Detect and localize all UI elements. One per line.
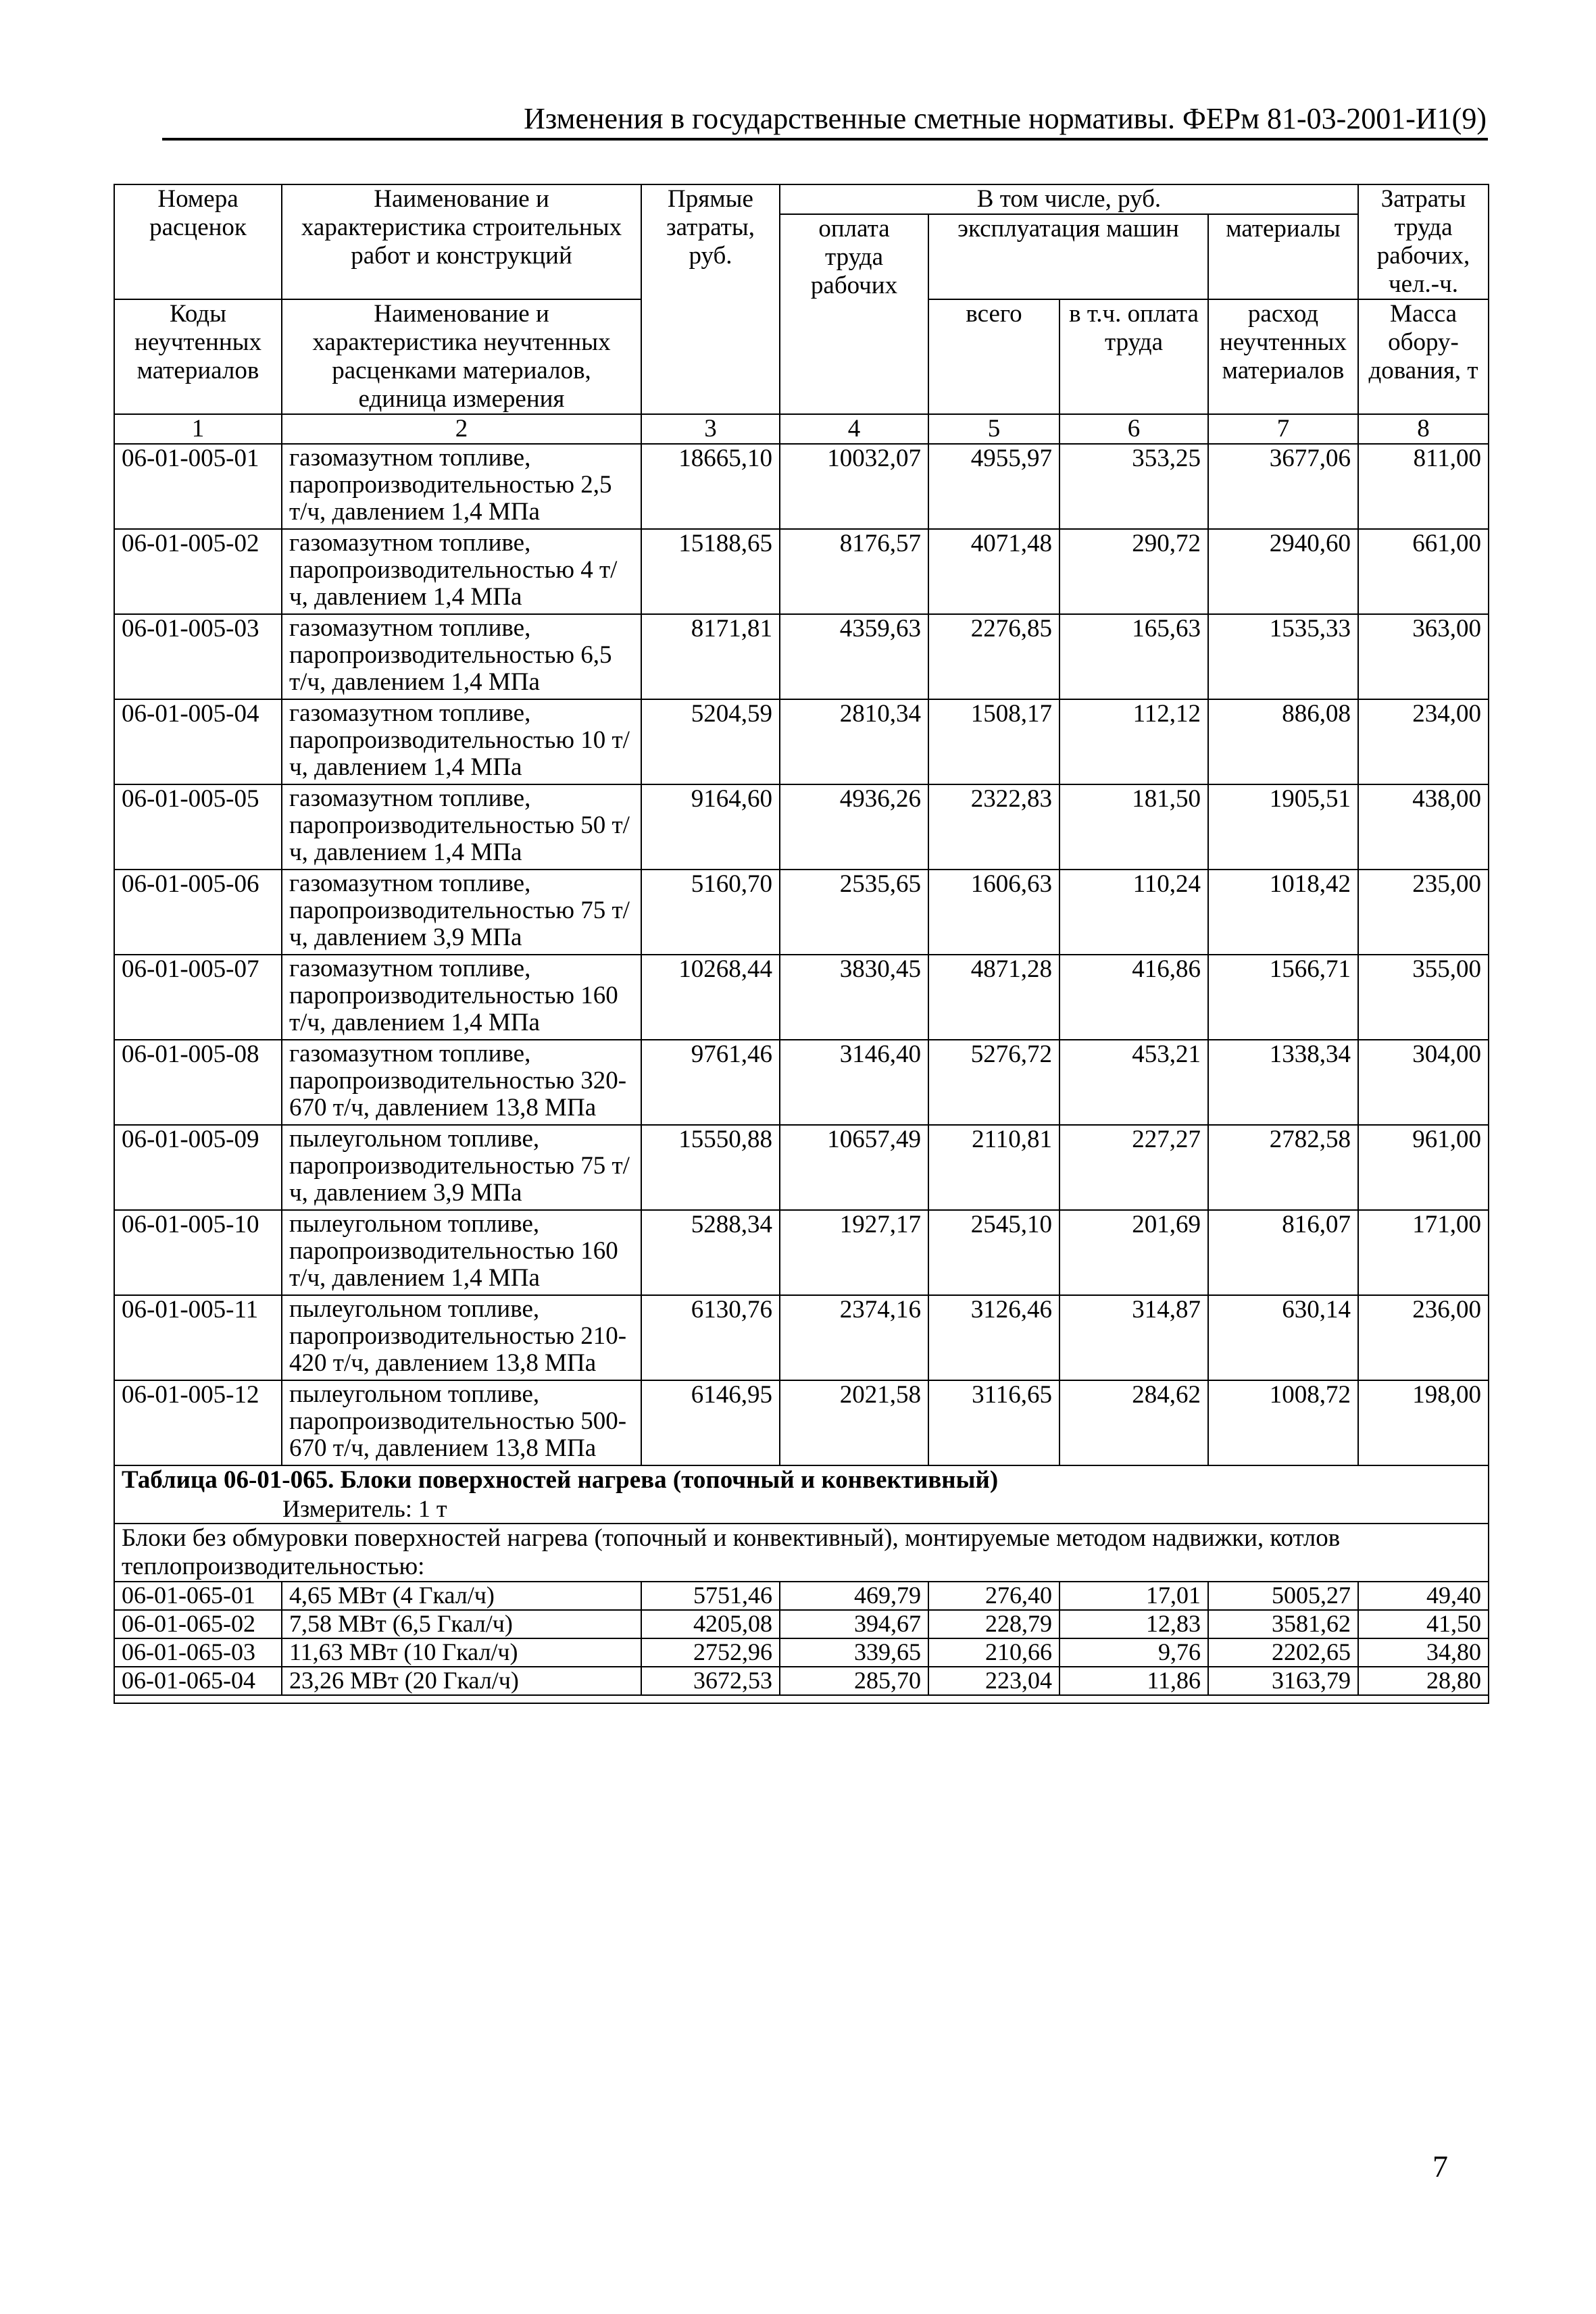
table-065-title <box>114 1465 1489 1524</box>
labor-hours: 661,00 <box>1358 529 1489 614</box>
direct-costs: 5288,34 <box>641 1210 780 1295</box>
machines-labor: 314,87 <box>1059 1295 1208 1380</box>
table-row <box>114 955 1489 1040</box>
rate-code: 06-01-005-09 <box>114 1125 282 1210</box>
header-materials: материалы <box>1208 214 1358 299</box>
machines-labor: 290,72 <box>1059 529 1208 614</box>
labor-hours: 811,00 <box>1358 444 1489 529</box>
table-row <box>114 614 1489 699</box>
table-065-heading: Таблица 06-01-065. Блоки поверхностей нагрева (топочный и конвективный) <box>122 1466 999 1494</box>
rate-code: 06-01-005-04 <box>114 699 282 784</box>
rate-code: 06-01-005-08 <box>114 1040 282 1125</box>
machines-labor: 17,01 <box>1059 1582 1208 1610</box>
rate-code: 06-01-005-10 <box>114 1210 282 1295</box>
rate-code: 06-01-005-07 <box>114 955 282 1040</box>
direct-costs: 2752,96 <box>641 1638 780 1667</box>
machines-total: 2276,85 <box>928 614 1059 699</box>
column-number: 6 <box>1059 414 1208 444</box>
machines-total: 3126,46 <box>928 1295 1059 1380</box>
rate-code: 06-01-005-06 <box>114 870 282 955</box>
header-machines-total: всего <box>928 299 1059 414</box>
rate-code: 06-01-005-12 <box>114 1380 282 1465</box>
direct-costs: 6146,95 <box>641 1380 780 1465</box>
header-machines-labor: в т.ч. оплата труда <box>1059 299 1208 414</box>
materials-cost: 2940,60 <box>1208 529 1358 614</box>
column-number: 7 <box>1208 414 1358 444</box>
machines-total: 3116,65 <box>928 1380 1059 1465</box>
machines-labor: 11,86 <box>1059 1667 1208 1695</box>
labor-pay: 469,79 <box>780 1582 928 1610</box>
labor-hours: 49,40 <box>1358 1582 1489 1610</box>
table-row <box>114 529 1489 614</box>
labor-pay: 10032,07 <box>780 444 928 529</box>
labor-hours: 234,00 <box>1358 699 1489 784</box>
rate-description: газомазутном топливе, паропроизводительностью 6,5 т/ч, давлением 1,4 МПа <box>282 614 641 699</box>
table-bottom-gap <box>114 1695 1489 1703</box>
rate-code: 06-01-065-03 <box>114 1638 282 1667</box>
rate-description: газомазутном топливе, паропроизводительностью 4 т/ч, давлением 1,4 МПа <box>282 529 641 614</box>
machines-total: 228,79 <box>928 1610 1059 1638</box>
labor-pay: 2810,34 <box>780 699 928 784</box>
machines-total: 2545,10 <box>928 1210 1059 1295</box>
rate-description: газомазутном топливе, паропроизводительностью 160 т/ч, давлением 1,4 МПа <box>282 955 641 1040</box>
rate-rows-005 <box>114 444 1489 1465</box>
labor-pay: 4936,26 <box>780 784 928 870</box>
header-material-name: Наименование и характеристика неучтенных расценками материалов, единица измерения <box>282 299 641 414</box>
labor-hours: 41,50 <box>1358 1610 1489 1638</box>
materials-cost: 3677,06 <box>1208 444 1358 529</box>
table-row <box>114 1125 1489 1210</box>
direct-costs: 15550,88 <box>641 1125 780 1210</box>
header-material-consumption: расход неучтенных материалов <box>1208 299 1358 414</box>
machines-total: 2322,83 <box>928 784 1059 870</box>
labor-hours: 961,00 <box>1358 1125 1489 1210</box>
labor-hours: 236,00 <box>1358 1295 1489 1380</box>
labor-pay: 2535,65 <box>780 870 928 955</box>
rate-description: 23,26 МВт (20 Гкал/ч) <box>282 1667 641 1695</box>
rate-description: пылеугольном топливе, паропроизводительностью 160 т/ч, давлением 1,4 МПа <box>282 1210 641 1295</box>
materials-cost: 886,08 <box>1208 699 1358 784</box>
rate-code: 06-01-005-11 <box>114 1295 282 1380</box>
column-number: 3 <box>641 414 780 444</box>
materials-cost: 3163,79 <box>1208 1667 1358 1695</box>
machines-labor: 201,69 <box>1059 1210 1208 1295</box>
header-material-codes: Коды неучтенных материалов <box>114 299 282 414</box>
labor-pay: 8176,57 <box>780 529 928 614</box>
header-labor-hours: Затраты труда рабочих, чел.-ч. <box>1358 184 1489 299</box>
materials-cost: 1905,51 <box>1208 784 1358 870</box>
header-in-total: В том числе, руб. <box>780 184 1358 214</box>
table-065-intro: Блоки без обмуровки поверхностей нагрева (топочный и конвективный), монтируемые методом надвижки, котлов теплопроизводительностью: <box>114 1524 1489 1582</box>
rate-code: 06-01-005-03 <box>114 614 282 699</box>
rate-description: газомазутном топливе, паропроизводительностью 50 т/ч, давлением 1,4 МПа <box>282 784 641 870</box>
materials-cost: 3581,62 <box>1208 1610 1358 1638</box>
table-row <box>114 784 1489 870</box>
machines-labor: 12,83 <box>1059 1610 1208 1638</box>
header-work-name: Наименование и характеристика строительных работ и конструкций <box>282 184 641 299</box>
direct-costs: 3672,53 <box>641 1667 780 1695</box>
direct-costs: 15188,65 <box>641 529 780 614</box>
machines-labor: 284,62 <box>1059 1380 1208 1465</box>
rate-description: газомазутном топливе, паропроизводительностью 320-670 т/ч, давлением 13,8 МПа <box>282 1040 641 1125</box>
materials-cost: 816,07 <box>1208 1210 1358 1295</box>
rate-description: 4,65 МВт (4 Гкал/ч) <box>282 1582 641 1610</box>
machines-total: 210,66 <box>928 1638 1059 1667</box>
machines-labor: 9,76 <box>1059 1638 1208 1667</box>
header-rate-numbers: Номера расценок <box>114 184 282 299</box>
labor-pay: 339,65 <box>780 1638 928 1667</box>
rate-description: 7,58 МВт (6,5 Гкал/ч) <box>282 1610 641 1638</box>
labor-hours: 438,00 <box>1358 784 1489 870</box>
materials-cost: 1535,33 <box>1208 614 1358 699</box>
table-row <box>114 1040 1489 1125</box>
direct-costs: 6130,76 <box>641 1295 780 1380</box>
direct-costs: 8171,81 <box>641 614 780 699</box>
materials-cost: 2782,58 <box>1208 1125 1358 1210</box>
table-row <box>114 1582 1489 1610</box>
rate-code: 06-01-005-01 <box>114 444 282 529</box>
table-row <box>114 1380 1489 1465</box>
direct-costs: 10268,44 <box>641 955 780 1040</box>
header-machines: эксплуатация машин <box>928 214 1208 299</box>
header-equipment-mass: Масса обору-дования, т <box>1358 299 1489 414</box>
machines-total: 1606,63 <box>928 870 1059 955</box>
page-number: 7 <box>1432 2149 1448 2184</box>
materials-cost: 5005,27 <box>1208 1582 1358 1610</box>
rate-description: пылеугольном топливе, паропроизводительностью 210-420 т/ч, давлением 13,8 МПа <box>282 1295 641 1380</box>
table-065-meter: Измеритель: 1 т <box>282 1495 447 1522</box>
labor-pay: 394,67 <box>780 1610 928 1638</box>
direct-costs: 18665,10 <box>641 444 780 529</box>
column-number: 1 <box>114 414 282 444</box>
column-number: 2 <box>282 414 641 444</box>
direct-costs: 4205,08 <box>641 1610 780 1638</box>
machines-total: 4071,48 <box>928 529 1059 614</box>
labor-pay: 10657,49 <box>780 1125 928 1210</box>
table-row <box>114 699 1489 784</box>
rate-description: 11,63 МВт (10 Гкал/ч) <box>282 1638 641 1667</box>
labor-hours: 28,80 <box>1358 1667 1489 1695</box>
rate-code: 06-01-065-01 <box>114 1582 282 1610</box>
direct-costs: 5751,46 <box>641 1582 780 1610</box>
direct-costs: 9761,46 <box>641 1040 780 1125</box>
materials-cost: 1008,72 <box>1208 1380 1358 1465</box>
machines-labor: 416,86 <box>1059 955 1208 1040</box>
rate-rows-065 <box>114 1582 1489 1695</box>
rate-code: 06-01-005-05 <box>114 784 282 870</box>
labor-hours: 34,80 <box>1358 1638 1489 1667</box>
machines-labor: 353,25 <box>1059 444 1208 529</box>
materials-cost: 1566,71 <box>1208 955 1358 1040</box>
machines-total: 4871,28 <box>928 955 1059 1040</box>
rate-code: 06-01-065-04 <box>114 1667 282 1695</box>
machines-total: 276,40 <box>928 1582 1059 1610</box>
direct-costs: 5204,59 <box>641 699 780 784</box>
machines-labor: 165,63 <box>1059 614 1208 699</box>
labor-hours: 363,00 <box>1358 614 1489 699</box>
labor-pay: 3146,40 <box>780 1040 928 1125</box>
rate-code: 06-01-065-02 <box>114 1610 282 1638</box>
header-rule <box>162 138 1488 141</box>
direct-costs: 5160,70 <box>641 870 780 955</box>
materials-cost: 1338,34 <box>1208 1040 1358 1125</box>
table-row <box>114 870 1489 955</box>
page-header: Изменения в государственные сметные нормативы. ФЕРм 81-03-2001-И1(9) <box>524 102 1487 135</box>
table-row <box>114 1210 1489 1295</box>
column-number: 8 <box>1358 414 1489 444</box>
machines-total: 2110,81 <box>928 1125 1059 1210</box>
direct-costs: 9164,60 <box>641 784 780 870</box>
labor-pay: 1927,17 <box>780 1210 928 1295</box>
materials-cost: 1018,42 <box>1208 870 1358 955</box>
machines-total: 1508,17 <box>928 699 1059 784</box>
header-labor-pay: оплата труда рабочих <box>780 214 928 414</box>
table-row <box>114 1295 1489 1380</box>
labor-pay: 2021,58 <box>780 1380 928 1465</box>
table-row <box>114 1667 1489 1695</box>
machines-labor: 227,27 <box>1059 1125 1208 1210</box>
labor-hours: 355,00 <box>1358 955 1489 1040</box>
machines-total: 4955,97 <box>928 444 1059 529</box>
labor-pay: 4359,63 <box>780 614 928 699</box>
machines-labor: 453,21 <box>1059 1040 1208 1125</box>
rate-code: 06-01-005-02 <box>114 529 282 614</box>
table-row <box>114 444 1489 529</box>
column-number: 5 <box>928 414 1059 444</box>
machines-labor: 181,50 <box>1059 784 1208 870</box>
machines-total: 223,04 <box>928 1667 1059 1695</box>
machines-total: 5276,72 <box>928 1040 1059 1125</box>
rate-description: пылеугольном топливе, паропроизводительностью 500-670 т/ч, давлением 13,8 МПа <box>282 1380 641 1465</box>
labor-pay: 3830,45 <box>780 955 928 1040</box>
labor-hours: 198,00 <box>1358 1380 1489 1465</box>
norms-table <box>114 184 1489 1704</box>
machines-labor: 112,12 <box>1059 699 1208 784</box>
rate-description: газомазутном топливе, паропроизводительностью 10 т/ч, давлением 1,4 МПа <box>282 699 641 784</box>
table-row <box>114 1610 1489 1638</box>
materials-cost: 630,14 <box>1208 1295 1358 1380</box>
table-row <box>114 1638 1489 1667</box>
labor-hours: 304,00 <box>1358 1040 1489 1125</box>
materials-cost: 2202,65 <box>1208 1638 1358 1667</box>
rate-description: газомазутном топливе, паропроизводительностью 75 т/ч, давлением 3,9 МПа <box>282 870 641 955</box>
labor-hours: 171,00 <box>1358 1210 1489 1295</box>
labor-hours: 235,00 <box>1358 870 1489 955</box>
header-direct-costs: Прямые затраты, руб. <box>641 184 780 414</box>
labor-pay: 2374,16 <box>780 1295 928 1380</box>
rate-description: пылеугольном топливе, паропроизводительностью 75 т/ч, давлением 3,9 МПа <box>282 1125 641 1210</box>
machines-labor: 110,24 <box>1059 870 1208 955</box>
column-number: 4 <box>780 414 928 444</box>
rate-description: газомазутном топливе, паропроизводительностью 2,5 т/ч, давлением 1,4 МПа <box>282 444 641 529</box>
labor-pay: 285,70 <box>780 1667 928 1695</box>
